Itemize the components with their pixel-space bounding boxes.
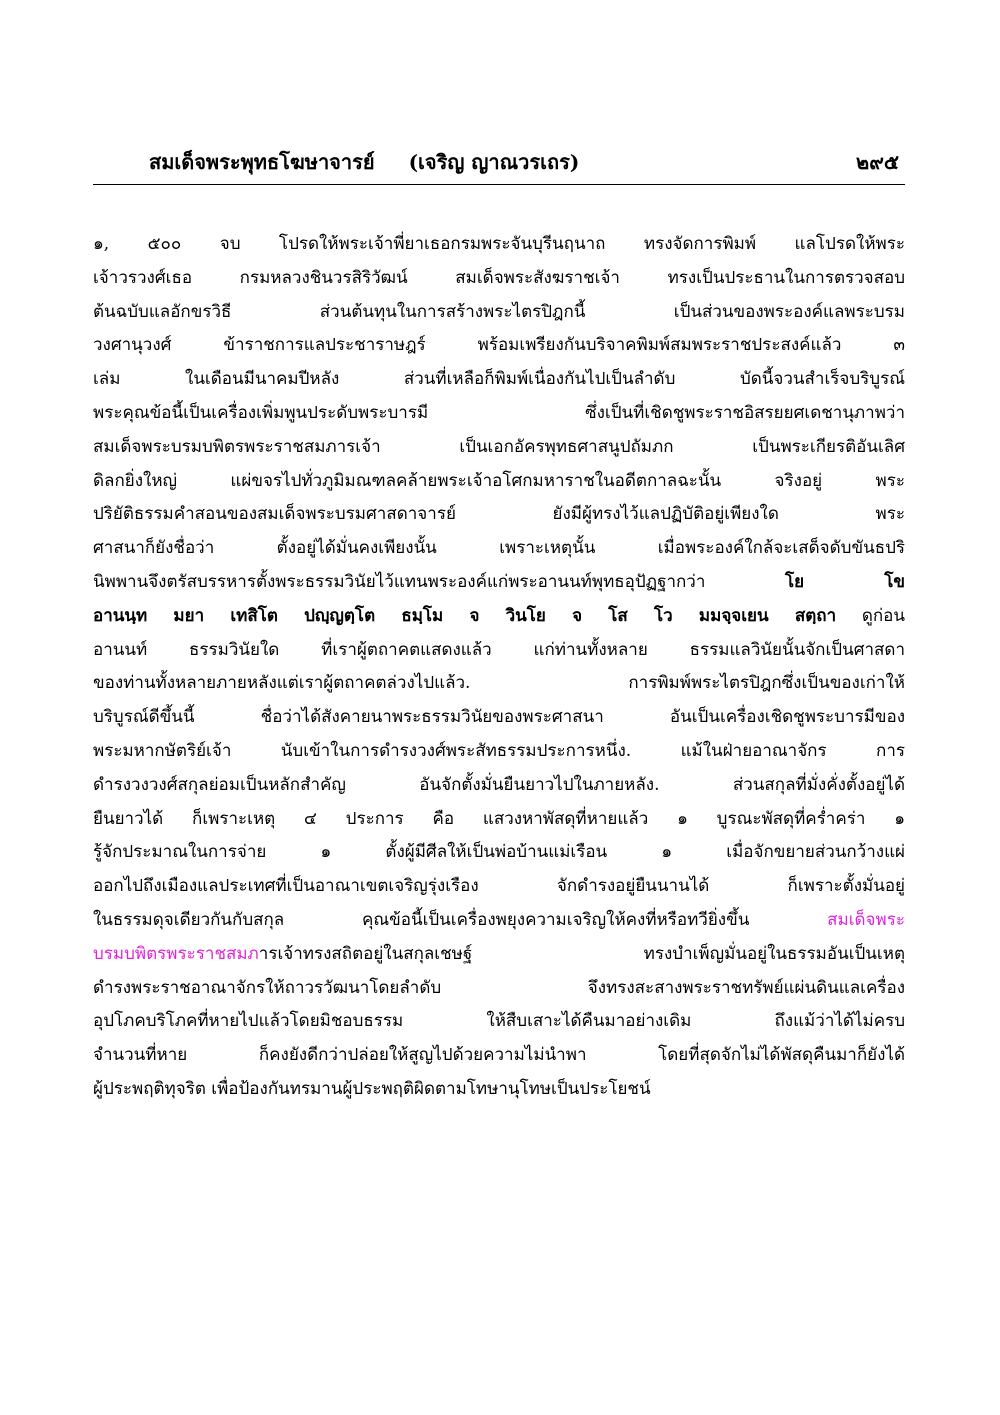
text-line: ผู้ประพฤติทุจริต เพื่อป้องกันทรมานผู้ประพฤติผิดตามโทษานุโทษเป็นประโยชน์ <box>93 1078 651 1099</box>
header-name: สมเด็จพระพุทธโฆษาจารย์ <box>149 150 375 174</box>
text-line: ๑, ๕๐๐ จบ โปรดให้พระเจ้าพี่ยาเธอกรมพระจันบุรีนฤนาถ ทรงจัดการพิมพ์ แลโปรดให้พระ <box>93 234 905 254</box>
text-line: ปริยัติธรรมคำสอนของสมเด็จพระบรมศาสดาจารย์ ยังมีผู้ทรงไว้แลปฏิบัติอยู่เพียงใด พระ <box>93 504 905 525</box>
text-line <box>93 566 905 600</box>
pali-quote: อานนฺท มยา เทสิโต ปญฺญตฺโต ธมฺโม จ วินโย จ โส โว มมจฺจเยน สตฺถา <box>93 605 837 626</box>
text-line: เจ้าวรวงศ์เธอ กรมหลวงชินวรสิริวัฒน์ สมเด็จพระสังฆราชเจ้า ทรงเป็นประธานในการตรวจสอบ <box>93 267 905 288</box>
text-line <box>93 938 905 972</box>
text-line: พระคุณข้อนี้เป็นเครื่องเพิ่มพูนประดับพระบารมี ซึ่งเป็นที่เชิดชูพระราชอิสรยยศเดชานุภาพว่า <box>93 402 905 423</box>
text-segment: นิพพานจึงตรัสบรรหารตั้งพระธรรมวินัยไว้แทนพระองค์แก่พระอานนท์พุทธอุปัฏฐากว่า <box>93 571 706 592</box>
text-line: อานนท์ ธรรมวินัยใด ที่เราผู้ตถาคตแสดงแล้ว แก่ท่านทั้งหลาย ธรรมแลวินัยนั้นจักเป็นศาสดา <box>93 639 905 660</box>
text-line: บริบูรณ์ดีขึ้นนี้ ชื่อว่าได้สังคายนาพระธรรมวินัยของพระศาสนา อันเป็นเครื่องเชิดชูพระบารมีของ <box>93 707 905 728</box>
text-line: อุปโภคบริโภคที่หายไปแล้วโดยมิชอบธรรม ให้สืบเสาะได้คืนมาอย่างเดิม ถึงแม้ว่าได้ไม่ครบ <box>93 1011 905 1032</box>
highlighted-text: สมเด็จพระ <box>827 909 905 930</box>
text-line <box>93 600 905 634</box>
pali-quote: โย โข <box>785 571 905 592</box>
text-line: ของท่านทั้งหลายภายหลังแต่เราผู้ตถาคตล่วงไปแล้ว. การพิมพ์พระไตรปิฎกซึ่งเป็นของเก่าให้ <box>93 673 905 694</box>
text-line: ศาสนาก็ยังชื่อว่า ตั้งอยู่ได้มั่นคงเพียงนั้น เพราะเหตุนั้น เมื่อพระองค์ใกล้จะเสด็จดับขันธปริ <box>93 538 905 559</box>
text-segment: ในธรรมดุจเดียวกันกับสกุล คุณข้อนี้เป็นเครื่องพยุงความเจริญให้คงที่หรือทวียิ่งขึ้น <box>93 909 750 930</box>
text-segment: ดูก่อน <box>861 605 906 626</box>
text-line: ดำรงวงวงศ์สกุลย่อมเป็นหลักสำคัญ อันจักตั้งมั่นยืนยาวไปในภายหลัง. ส่วนสกุลที่มั่งคั่งตั้งอยู่ได้ <box>93 774 905 795</box>
header-subtitle: (เจริญ ญาณวรเถร) <box>408 150 580 174</box>
text-line: ออกไปถึงเมืองแลประเทศที่เป็นอาณาเขตเจริญรุ่งเรือง จักดำรงอยู่ยืนนานได้ ก็เพราะตั้งมั่นอยู่ <box>93 876 905 897</box>
text-line: พระมหากษัตริย์เจ้า นับเข้าในการดำรงวงศ์พระสัทธรรมประการหนึ่ง. แม้ในฝ่ายอาณาจักร การ <box>93 740 905 761</box>
body-text <box>93 228 905 1107</box>
text-segment: ารเจ้าทรงสถิตอยู่ในสกุลเชษฐ์ ทรงบำเพ็ญมั่นอยู่ในธรรมอันเป็นเหตุ <box>258 943 905 964</box>
text-line: ต้นฉบับแลอักขรวิธี ส่วนต้นทุนในการสร้างพระไตรปิฎกนี้ เป็นส่วนของพระองค์แลพระบรม <box>93 301 905 322</box>
text-line: สมเด็จพระบรมบพิตรพระราชสมภารเจ้า เป็นเอกอัครพุทธศาสนูปถัมภก เป็นพระเกียรติอันเลิศ <box>93 436 905 457</box>
text-line: ดิลกยิ่งใหญ่ แผ่ขจรไปทั่วภูมิมณฑลคล้ายพระเจ้าอโศกมหาราชในอดีตกาลฉะนั้น จริงอยู่ พระ <box>93 470 905 491</box>
page-number: ๒๙๕ <box>856 150 899 174</box>
text-line: วงศานุวงศ์ ข้าราชการแลประชาราษฎร์ พร้อมเพรียงกันบริจาคพิมพ์สมพระราชประสงค์แล้ว ๓ <box>93 335 905 356</box>
highlighted-text: บรมบพิตรพระราชสมภ <box>93 943 259 964</box>
running-header <box>93 140 905 185</box>
header-title <box>149 146 579 178</box>
text-line: ดำรงพระราชอาณาจักรให้ถาวรวัฒนาโดยลำดับ จึงทรงสะสางพระราชทรัพย์แผ่นดินแลเครื่อง <box>93 977 905 998</box>
text-line: จำนวนที่หาย ก็คงยังดีกว่าปล่อยให้สูญไปด้วยความไม่นำพา โดยที่สุดจักไม่ได้พัสดุคืนมาก็ยังได้ <box>93 1045 905 1066</box>
text-line: เล่ม ในเดือนมีนาคมปีหลัง ส่วนที่เหลือก็พิมพ์เนื่องกันไปเป็นลำดับ บัดนี้จวนสำเร็จบริบูรณ์ <box>93 369 905 390</box>
text-line: รู้จักประมาณในการจ่าย ๑ ตั้งผู้มีศีลให้เป็นพ่อบ้านแม่เรือน ๑ เมื่อจักขยายส่วนกว้างแผ่ <box>93 842 905 863</box>
text-line <box>93 904 905 938</box>
text-line: ยืนยาวได้ ก็เพราะเหตุ ๔ ประการ คือ แสวงหาพัสดุที่หายแล้ว ๑ บูรณะพัสดุที่คร่ำคร่า ๑ <box>93 808 905 829</box>
